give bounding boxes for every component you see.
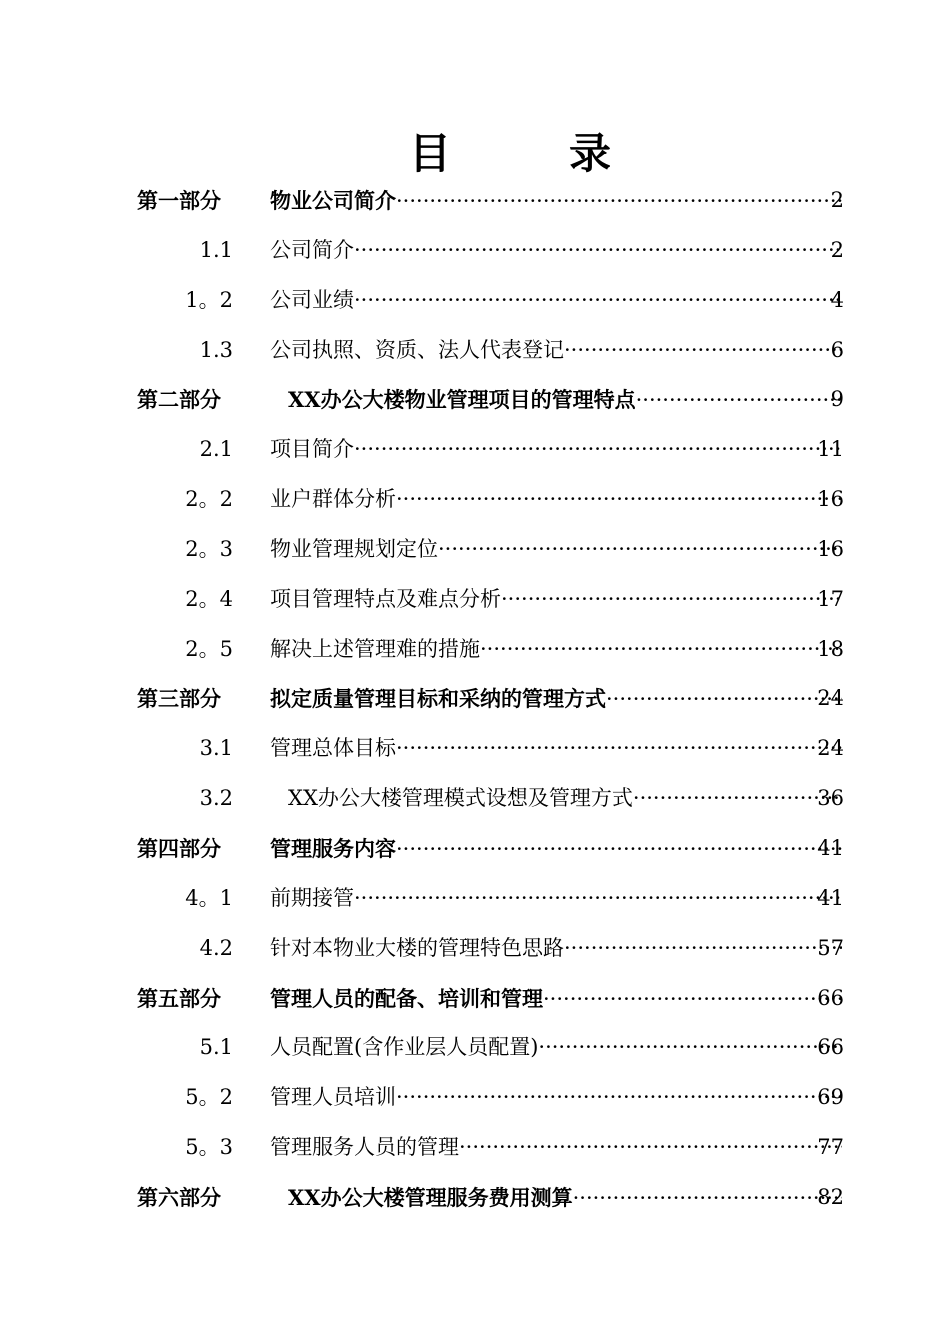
toc-dot-leader <box>459 1123 842 1173</box>
toc-entry-title-line <box>270 1173 842 1224</box>
toc-entry-title: 针对本物业大楼的管理特色思路 <box>270 935 564 960</box>
toc-entry-title: 管理服务内容 <box>270 835 396 861</box>
toc-dot-leader <box>354 276 842 326</box>
toc-entry-number: 第一部分 <box>137 188 221 213</box>
toc-entry-title-line <box>270 475 842 525</box>
toc-entry-title: 前期接管 <box>270 885 354 910</box>
toc-entry-title: 公司业绩 <box>270 287 354 312</box>
toc-entry-title: 项目简介 <box>270 437 354 462</box>
toc-entry-number: 4。1 <box>185 885 233 910</box>
toc-entry-number: 2。2 <box>185 487 233 512</box>
toc-entry-title-line <box>270 425 842 475</box>
toc-entry-title: 人员配置(含作业层人员配置) <box>270 1035 539 1060</box>
toc-page-number: 17 <box>817 586 844 611</box>
toc-section-entry[interactable] <box>0 874 950 924</box>
toc-dot-leader <box>633 774 842 824</box>
toc-entry-title-line <box>270 276 842 326</box>
toc-entry-title: 管理总体目标 <box>270 736 396 761</box>
toc-entry-title-line <box>270 674 842 725</box>
toc-page-number: 36 <box>817 786 844 811</box>
toc-section-entry[interactable] <box>0 774 950 824</box>
toc-entry-number: 4.2 <box>199 935 233 960</box>
toc-entry-number: 2.1 <box>199 437 233 462</box>
toc-entry-title: 解决上述管理难的措施 <box>270 636 480 661</box>
toc-part-entry[interactable] <box>0 824 950 874</box>
toc-entry-number: 1.1 <box>199 237 233 262</box>
toc-entry-number: 3.2 <box>199 786 233 811</box>
toc-entry-title-line <box>270 1023 842 1073</box>
toc-section-entry[interactable] <box>0 276 950 326</box>
toc-dot-leader <box>606 675 842 725</box>
toc-page-number: 9 <box>830 387 844 412</box>
toc-page-number: 2 <box>830 188 844 212</box>
toc-part-entry[interactable] <box>0 674 950 724</box>
toc-dot-leader <box>354 425 842 475</box>
toc-entry-title-line <box>270 824 842 875</box>
toc-page-number: 6 <box>830 337 844 362</box>
toc-section-entry[interactable] <box>0 525 950 575</box>
toc-page-number: 82 <box>817 1184 844 1209</box>
toc-section-entry[interactable] <box>0 1073 950 1123</box>
toc-dot-leader <box>543 975 842 1025</box>
toc-page-number: 24 <box>817 686 844 711</box>
toc-page-number: 41 <box>817 835 844 860</box>
toc-entry-number: 3.1 <box>199 736 233 761</box>
toc-page-number: 66 <box>817 1035 844 1060</box>
toc-dot-leader <box>480 625 842 675</box>
toc-entry-title-line <box>270 575 842 625</box>
toc-part-entry[interactable] <box>0 1173 950 1223</box>
toc-entry-title: 业户群体分析 <box>270 487 396 512</box>
toc-section-entry[interactable] <box>0 425 950 475</box>
toc-entry-title-line <box>270 774 842 824</box>
toc-dot-leader <box>573 1174 842 1224</box>
toc-entry-title-line <box>270 326 842 376</box>
toc-section-entry[interactable] <box>0 1023 950 1073</box>
toc-entry-title: 项目管理特点及难点分析 <box>270 586 501 611</box>
toc-entry-title-line <box>270 375 842 426</box>
toc-section-entry[interactable] <box>0 1123 950 1173</box>
toc-dot-leader <box>538 1023 842 1073</box>
toc-entry-title: 物业公司简介 <box>270 188 396 213</box>
toc-page-number: 16 <box>817 487 844 512</box>
toc-section-entry[interactable] <box>0 575 950 625</box>
toc-entry-title: 管理服务人员的管理 <box>270 1135 459 1160</box>
toc-dot-leader <box>396 1073 842 1123</box>
toc-entry-title: XX办公大楼物业管理项目的管理特点 <box>288 387 636 413</box>
toc-entry-number: 5。3 <box>185 1135 233 1160</box>
toc-part-entry[interactable] <box>0 974 950 1024</box>
table-of-contents <box>0 176 950 1223</box>
toc-page-number: 4 <box>830 287 844 312</box>
toc-entry-number: 1。2 <box>185 287 233 312</box>
toc-heading-char-1: 目 <box>408 129 451 178</box>
toc-page-number: 24 <box>817 736 844 761</box>
toc-section-entry[interactable] <box>0 625 950 675</box>
toc-section-entry[interactable] <box>0 226 950 276</box>
toc-entry-number: 2。4 <box>185 586 233 611</box>
toc-entry-title: 拟定质量管理目标和采纳的管理方式 <box>270 686 606 712</box>
toc-heading-char-2: 录 <box>569 129 612 178</box>
toc-dot-leader <box>564 326 842 376</box>
toc-entry-title-line <box>270 1123 842 1173</box>
toc-entry-title-line <box>270 874 842 924</box>
toc-dot-leader <box>438 525 842 575</box>
toc-entry-title: 管理人员培训 <box>270 1085 396 1110</box>
toc-entry-number: 5.1 <box>199 1035 233 1060</box>
toc-dot-leader <box>396 177 842 227</box>
toc-entry-title-line <box>270 176 842 227</box>
toc-page-number: 77 <box>817 1135 844 1160</box>
toc-entry-number: 第六部分 <box>137 1184 221 1210</box>
toc-dot-leader <box>564 924 842 974</box>
toc-dot-leader <box>354 226 842 276</box>
toc-entry-title: XX办公大楼管理模式设想及管理方式 <box>288 786 633 811</box>
toc-dot-leader <box>396 825 842 875</box>
toc-section-entry[interactable] <box>0 724 950 774</box>
toc-entry-title-line <box>270 625 842 675</box>
toc-part-entry[interactable] <box>0 375 950 425</box>
toc-entry-title: 物业管理规划定位 <box>270 536 438 561</box>
toc-section-entry[interactable] <box>0 924 950 974</box>
toc-page-number: 11 <box>817 437 844 462</box>
toc-page-number: 18 <box>817 636 844 661</box>
toc-entry-number: 第五部分 <box>137 985 221 1011</box>
toc-page-number: 57 <box>817 935 844 960</box>
toc-entry-title: XX办公大楼管理服务费用测算 <box>288 1184 573 1210</box>
toc-entry-number: 2。5 <box>185 636 233 661</box>
toc-entry-title-line <box>270 1073 842 1123</box>
toc-page-number: 2 <box>830 237 844 262</box>
toc-page-number: 16 <box>817 536 844 561</box>
toc-entry-title-line <box>270 724 842 774</box>
toc-entry-number: 第三部分 <box>137 686 221 712</box>
toc-entry-number: 1.3 <box>199 337 233 362</box>
toc-entry-number: 第二部分 <box>137 387 221 413</box>
toc-section-entry[interactable] <box>0 475 950 525</box>
toc-entry-title-line <box>270 525 842 575</box>
toc-heading <box>0 126 950 182</box>
toc-dot-leader <box>501 575 842 625</box>
toc-page-number: 41 <box>817 885 844 910</box>
toc-entry-title-line <box>270 924 842 974</box>
toc-dot-leader <box>354 874 842 924</box>
toc-entry-number: 第四部分 <box>137 835 221 861</box>
toc-entry-number: 2。3 <box>185 536 233 561</box>
toc-entry-title: 公司执照、资质、法人代表登记 <box>270 337 564 362</box>
toc-entry-number: 5。2 <box>185 1085 233 1110</box>
toc-entry-title: 管理人员的配备、培训和管理 <box>270 985 543 1011</box>
toc-part-entry[interactable] <box>0 176 950 226</box>
toc-dot-leader <box>636 376 842 426</box>
toc-entry-title-line <box>270 974 842 1025</box>
toc-entry-title: 公司简介 <box>270 237 354 262</box>
toc-dot-leader <box>396 724 842 774</box>
toc-page-number: 66 <box>817 985 844 1010</box>
toc-section-entry[interactable] <box>0 326 950 376</box>
toc-entry-title-line <box>270 226 842 276</box>
toc-page-number: 69 <box>817 1085 844 1110</box>
toc-dot-leader <box>396 475 842 525</box>
